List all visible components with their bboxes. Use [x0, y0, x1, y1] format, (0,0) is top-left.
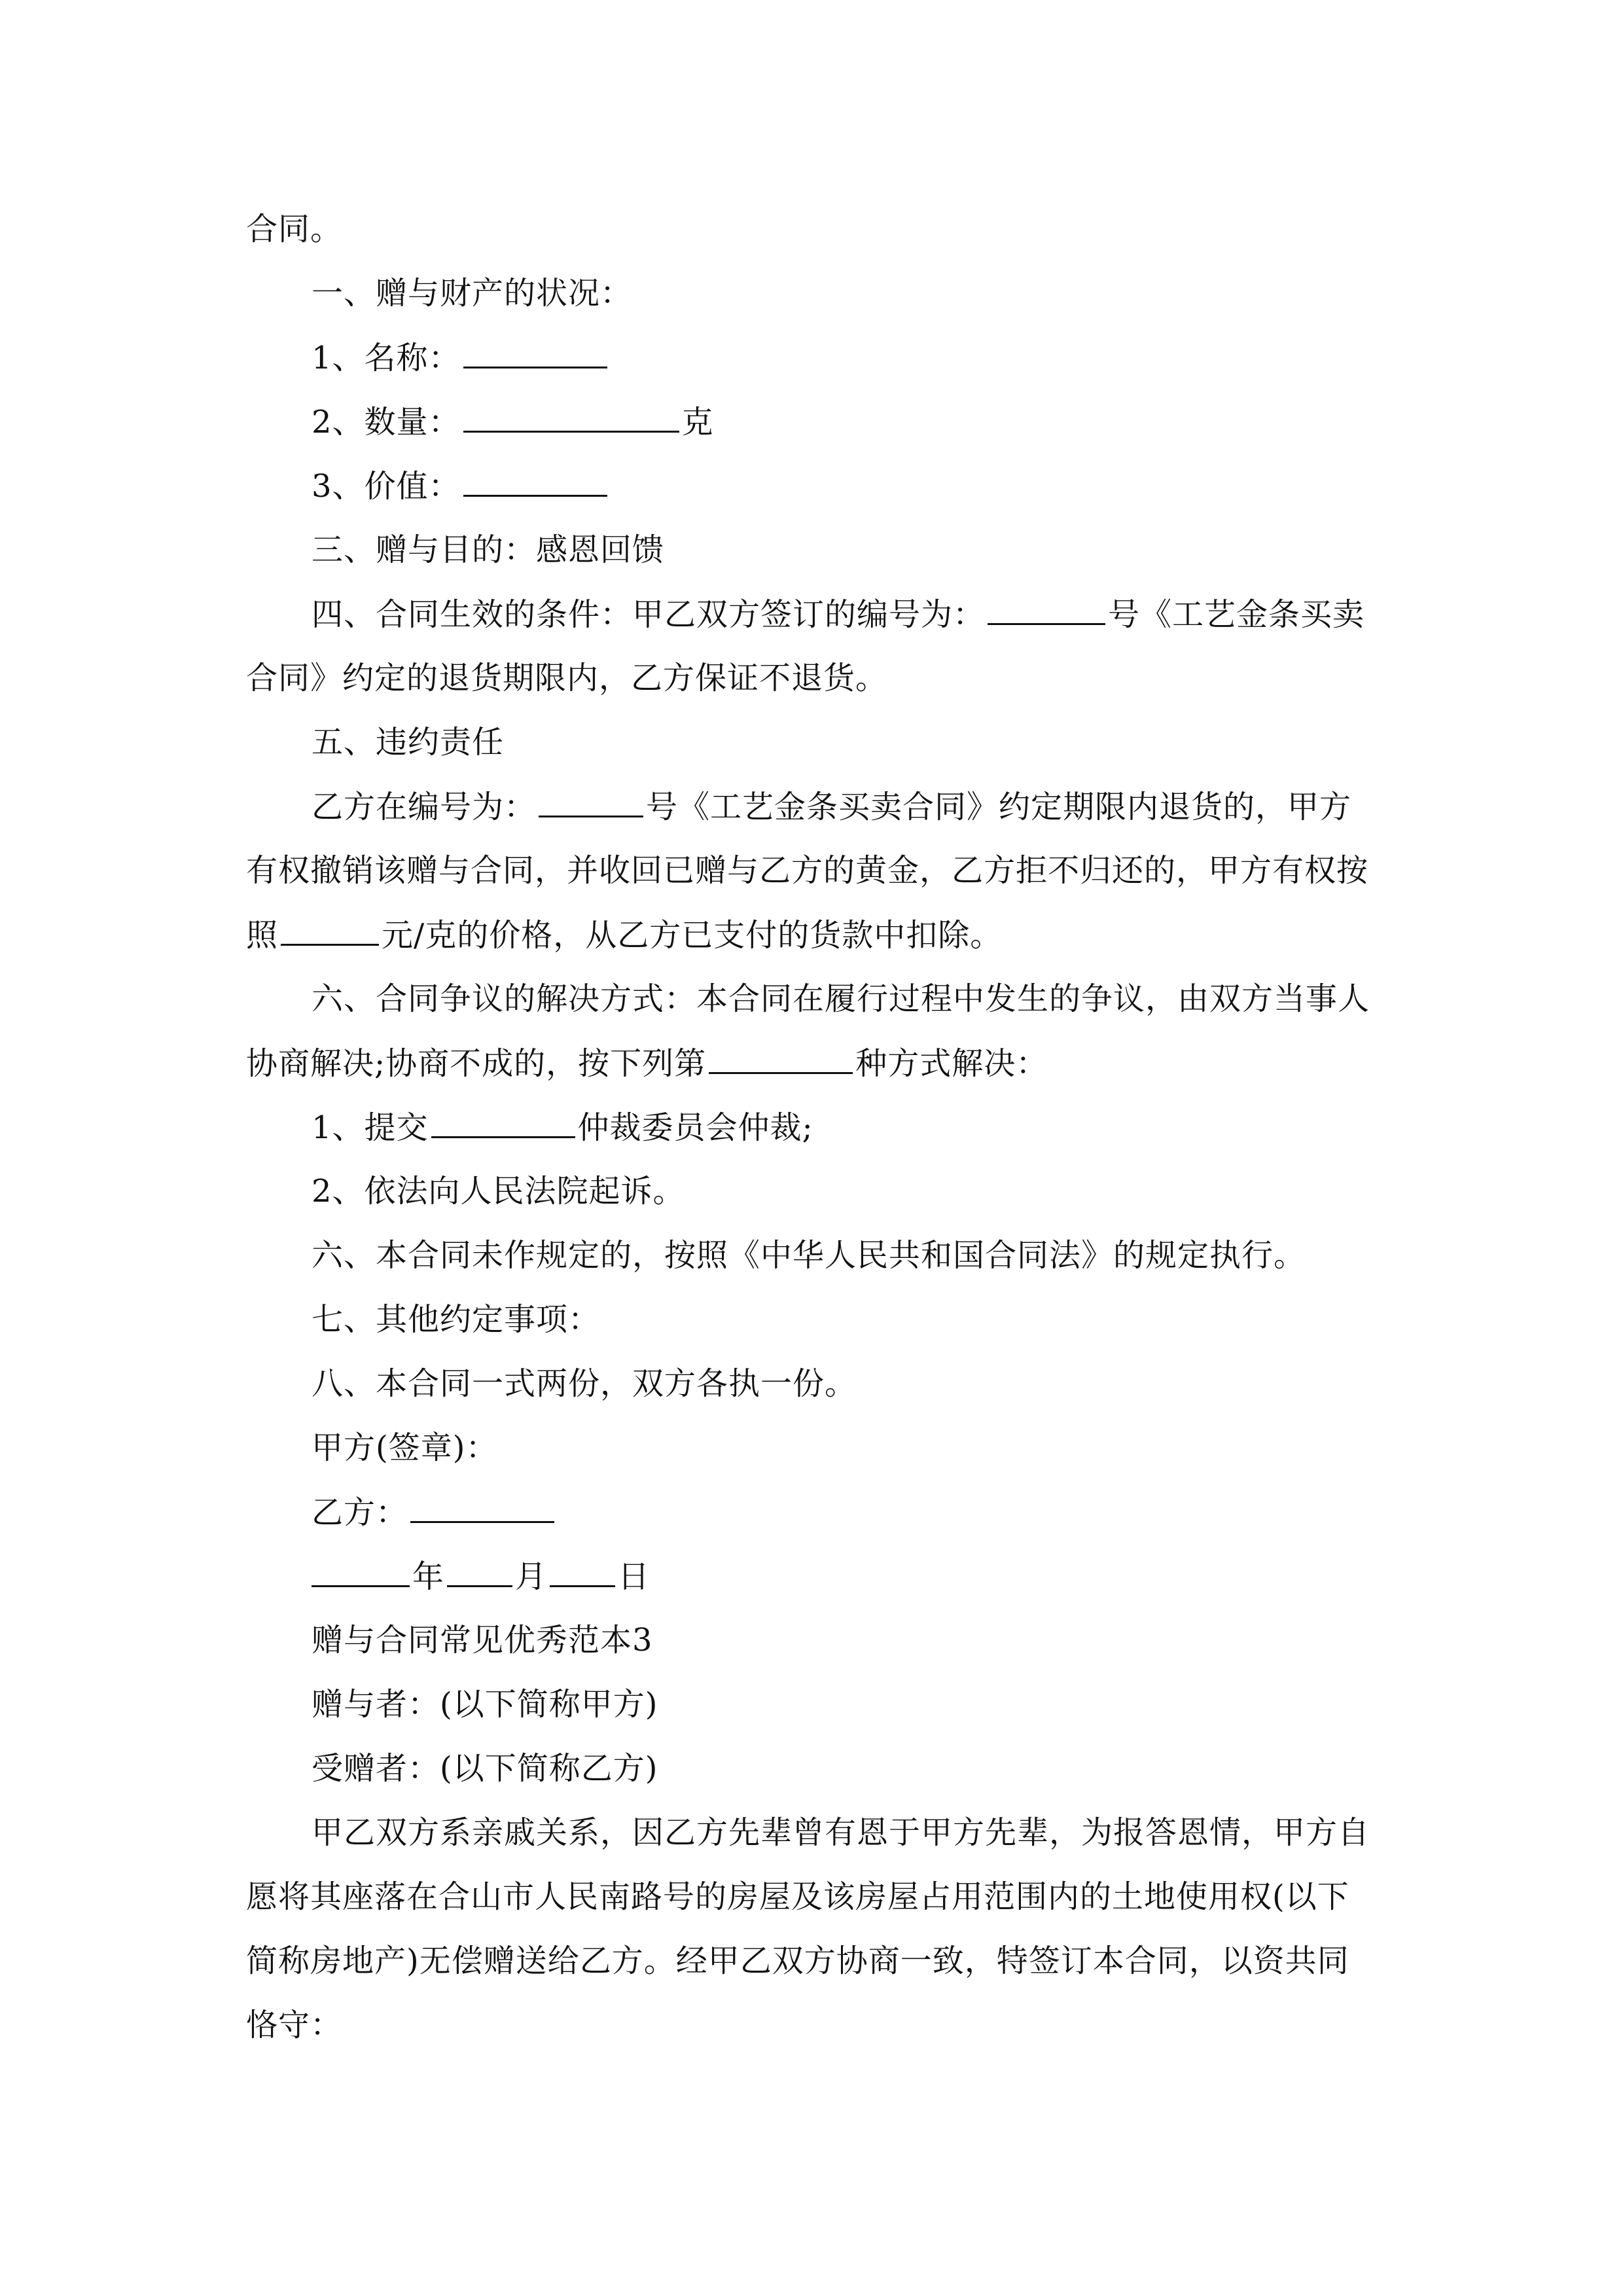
blank-field	[463, 466, 607, 497]
text-line: 八、本合同一式两份，双方各执一份。	[312, 1365, 857, 1402]
text-line: 2、依法向人民法院起诉。	[312, 1173, 685, 1210]
blank-field	[709, 1043, 853, 1074]
text-line: 合同》约定的退货期限内，乙方保证不退货。	[246, 660, 888, 696]
blank-field	[463, 402, 679, 433]
blank-field	[988, 594, 1105, 625]
text-segment: 四、合同生效的条件：甲乙双方签订的编号为：	[312, 596, 986, 633]
field-label: 乙方：	[312, 1494, 408, 1531]
field-name	[312, 338, 610, 378]
text-line: 愿将其座落在合山市人民南路号的房屋及该房屋占用范围内的土地使用权(以下	[246, 1878, 1349, 1915]
blank-field	[281, 915, 379, 946]
section-heading: 五、违约责任	[312, 724, 505, 761]
blank-field	[410, 1492, 554, 1523]
blank-field	[539, 787, 643, 817]
unit-label: 克	[681, 404, 714, 440]
text-line: 六、合同争议的解决方式：本合同在履行过程中发生的争议，由双方当事人	[312, 980, 1370, 1017]
blank-field	[431, 1107, 575, 1138]
text-segment: 1、提交	[312, 1109, 429, 1146]
field-value	[312, 466, 610, 506]
text-segment: 号《工艺金条买卖	[1108, 596, 1365, 633]
text-line	[312, 594, 1364, 634]
month-label: 月	[515, 1558, 548, 1595]
text-line: 受赠者：(以下简称乙方)	[312, 1750, 658, 1787]
text-segment: 元/克的价格，从乙方已支付的货款中扣除。	[382, 917, 1003, 954]
text-segment: 种方式解决：	[855, 1045, 1048, 1082]
text-segment: 协商解决;协商不成的，按下列第	[246, 1045, 707, 1082]
signature-party-a: 甲方(签章)：	[312, 1429, 498, 1466]
document-title: 赠与合同常见优秀范本3	[312, 1622, 653, 1659]
text-line	[246, 1043, 1048, 1083]
text-line: 三、赠与目的：感恩回馈	[312, 531, 665, 568]
text-segment: 乙方在编号为：	[312, 789, 537, 825]
text-line: 甲乙双方系亲戚关系，因乙方先辈曾有恩于甲方先辈，为报答恩情，甲方自	[312, 1814, 1370, 1851]
blank-field	[550, 1556, 615, 1587]
section-heading: 一、赠与财产的状况：	[312, 275, 633, 312]
text-line	[246, 915, 1002, 955]
field-label: 1、名称：	[312, 340, 461, 376]
text-segment: 号《工艺金条买卖合同》约定期限内退货的，甲方	[646, 789, 1352, 825]
text-line: 恪守：	[246, 2007, 343, 2043]
text-line: 有权撤销该赠与合同，并收回已赠与乙方的黄金，乙方拒不归还的，甲方有权按	[246, 852, 1369, 889]
day-label: 日	[618, 1558, 651, 1595]
field-label: 2、数量：	[312, 404, 461, 440]
text-line: 六、本合同未作规定的，按照《中华人民共和国合同法》的规定执行。	[312, 1237, 1306, 1274]
text-line: 简称房地产)无偿赠送给乙方。经甲乙双方协商一致，特签订本合同，以资共同	[246, 1943, 1349, 1979]
signature-party-b	[312, 1492, 557, 1532]
blank-field	[463, 338, 607, 368]
blank-field	[447, 1556, 512, 1587]
blank-field	[312, 1556, 410, 1587]
text-line	[312, 1107, 813, 1147]
text-line	[312, 787, 1351, 827]
text-segment: 仲裁委员会仲裁;	[577, 1109, 813, 1146]
text-line: 合同。	[246, 211, 343, 247]
text-line: 赠与者：(以下简称甲方)	[312, 1686, 658, 1723]
text-line: 七、其他约定事项：	[312, 1301, 601, 1338]
text-segment: 照	[246, 917, 279, 954]
field-quantity	[312, 402, 714, 442]
year-label: 年	[412, 1558, 445, 1595]
field-label: 3、价值：	[312, 468, 461, 505]
date-line	[312, 1556, 650, 1596]
